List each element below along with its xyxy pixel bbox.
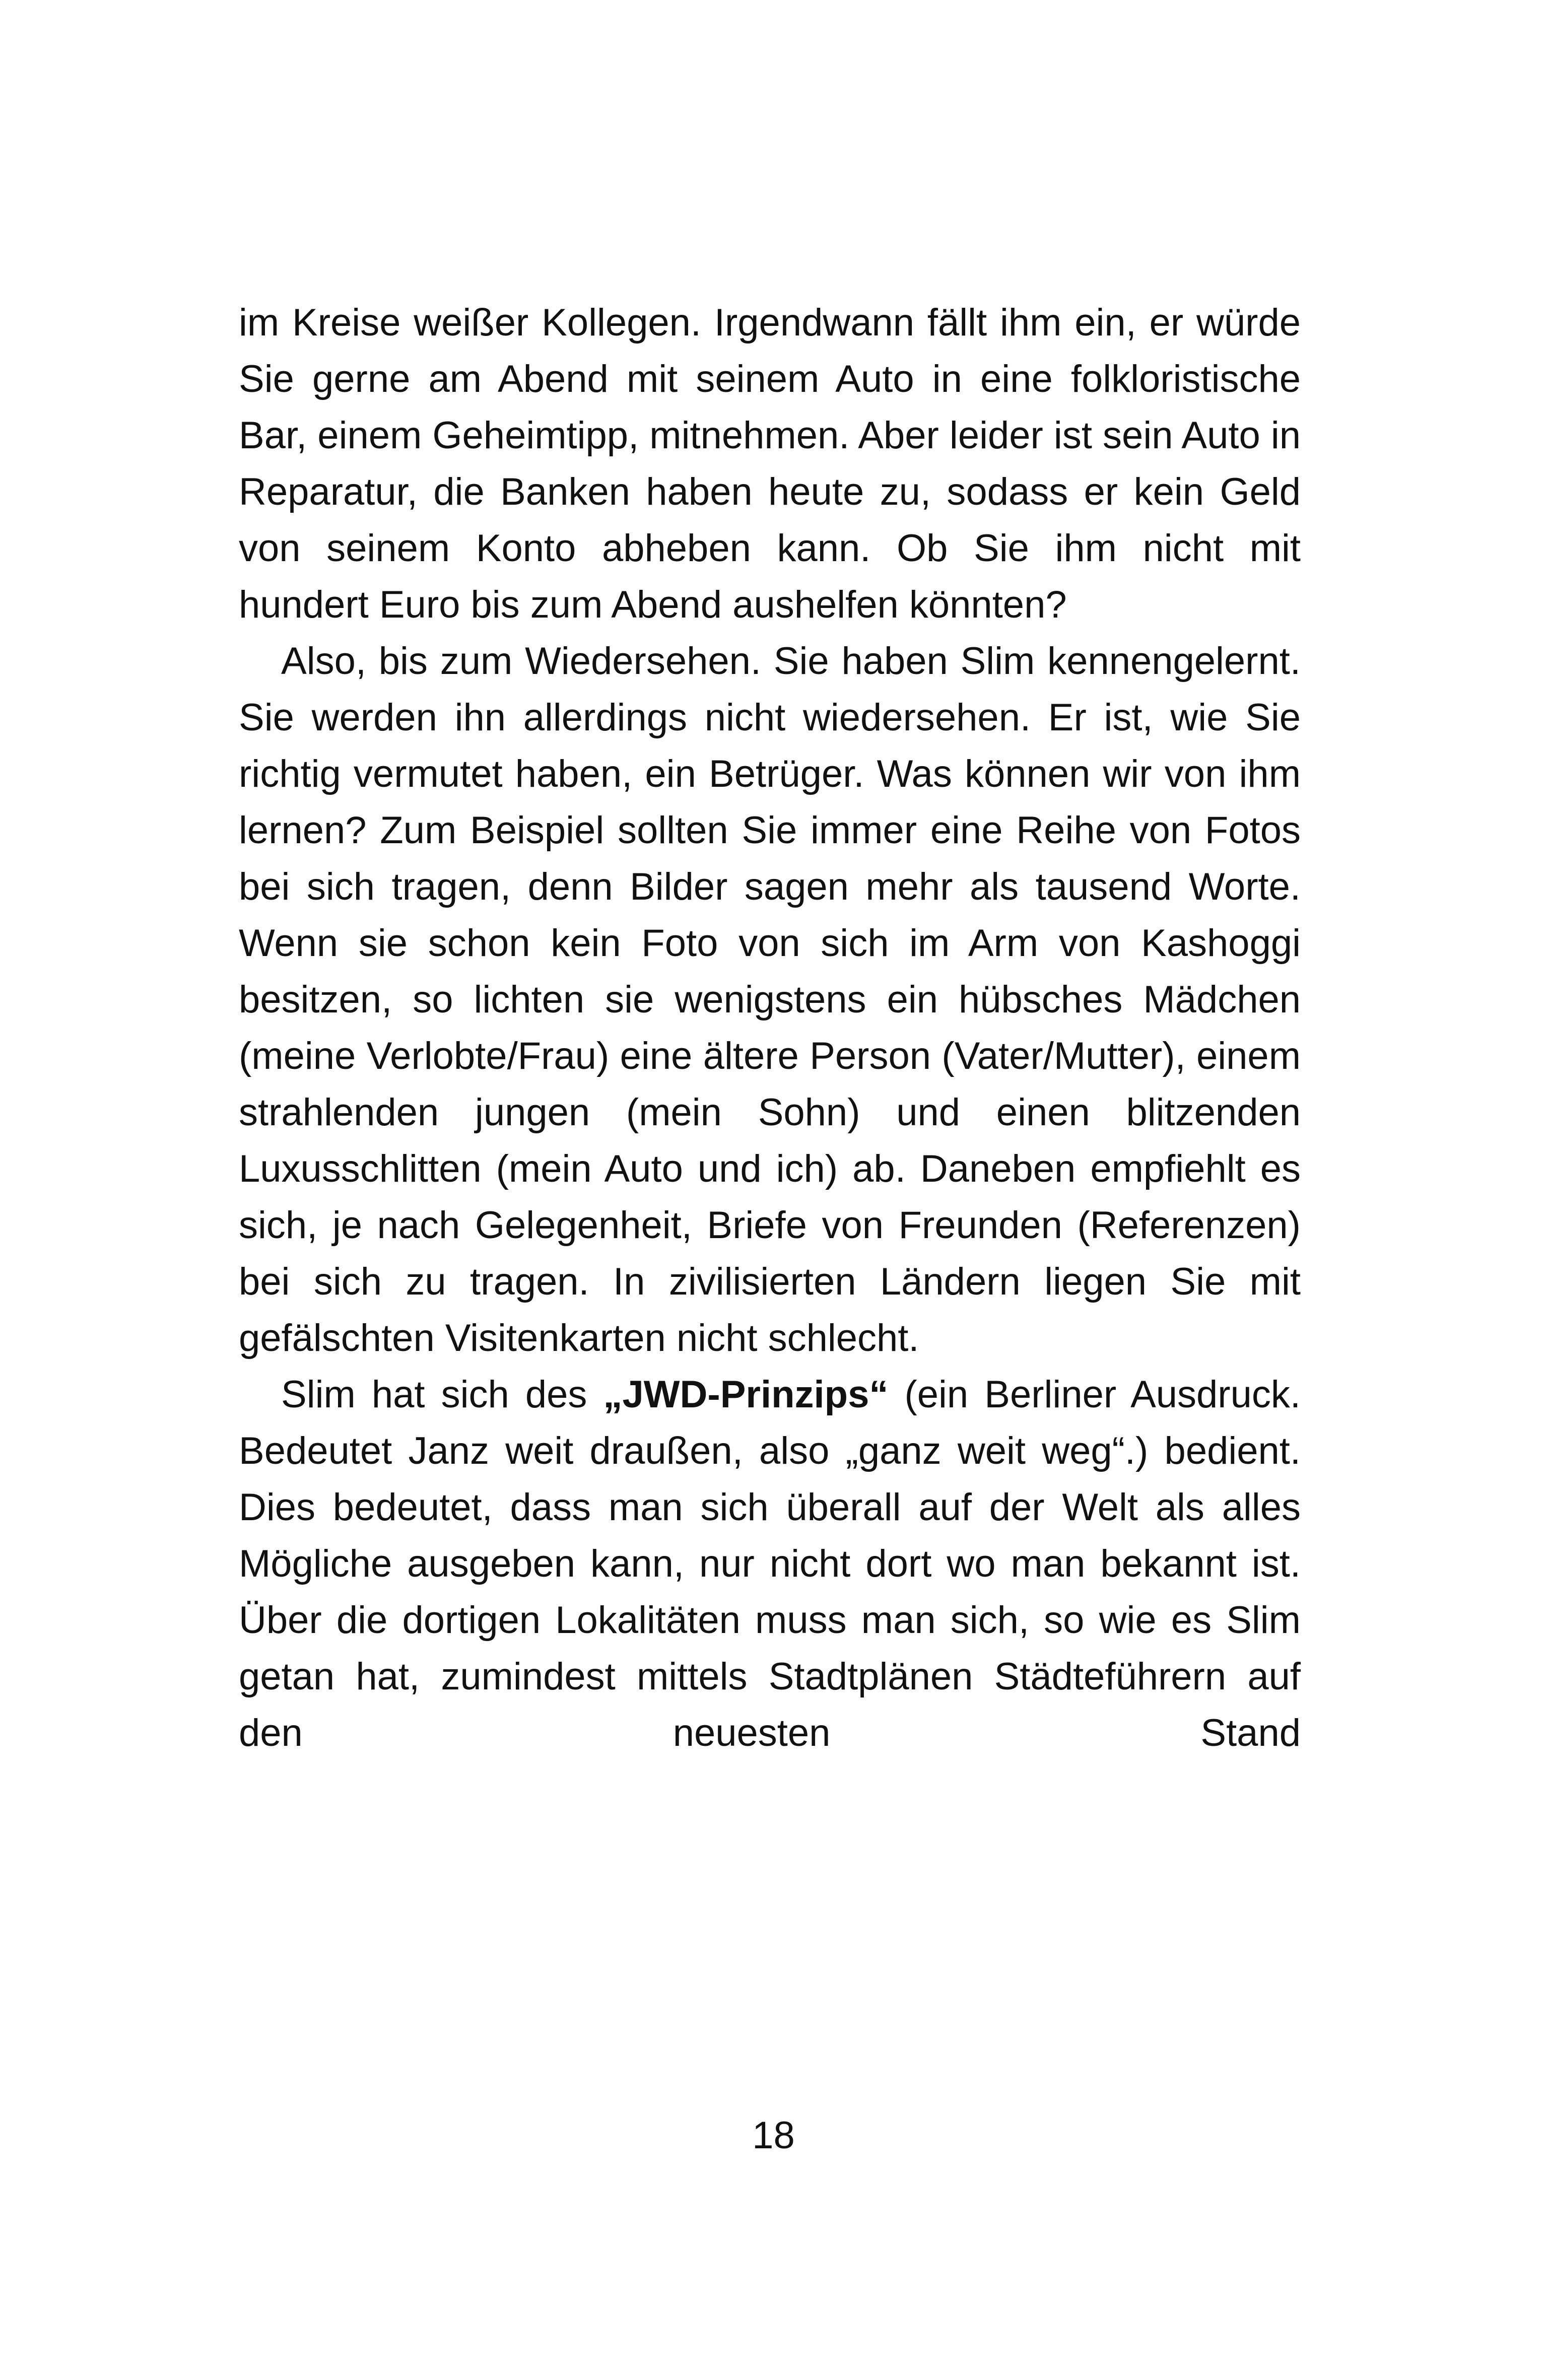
jwd-prinzip-term: „JWD-Prinzips“ [603,1373,889,1416]
paragraph-3-rest: (ein Berliner Ausdruck. Bedeutet Janz weit draußen, also „ganz weit weg“.) bedient. Dies bedeutet, dass man sich überall auf der Welt als alles Mögliche ausgeben kann, nur nicht dort wo man bekannt ist. Über die dortigen Lokalitäten muss man sich, so wie es Slim getan hat, zumindest mittels Stadtplänen Städteführern auf den neuesten Stand [239,1373,1301,1754]
paragraph-3-lead: Slim hat sich des [281,1373,603,1416]
paragraph-1: im Kreise weißer Kollegen. Irgendwann fällt ihm ein, er würde Sie gerne am Abend mit seinem Auto in eine folkloristische Bar, einem Geheimtipp, mitnehmen. Aber leider ist sein Auto in Reparatur, die Banken haben heute zu, sodass er kein Geld von seinem Konto abheben kann. Ob Sie ihm nicht mit hundert Euro bis zum Abend aushelfen könnten? [239,301,1301,626]
paragraph-2: Also, bis zum Wiedersehen. Sie haben Slim kennengelernt. Sie werden ihn allerdings nicht wiedersehen. Er ist, wie Sie richtig vermutet haben, ein Betrüger. Was können wir von ihm lernen? Zum Beispiel sollten Sie immer eine Reihe von Fotos bei sich tragen, denn Bilder sagen mehr als tausend Worte. Wenn sie schon kein Foto von sich im Arm von Kashoggi besitzen, so lichten sie wenigstens ein hübsches Mädchen (meine Verlobte/Frau) eine ältere Person (Vater/Mutter), einem strahlenden jungen (mein Sohn) und einen blitzenden Luxusschlitten (mein Auto und ich) ab. Daneben empfiehlt es sich, je nach Gelegenheit, Briefe von Freunden (Referenzen) bei sich zu tragen. In zivilisierten Ländern liegen Sie mit gefälschten Visitenkarten nicht schlecht. [239,640,1301,1359]
paragraph-3 [239,1367,1301,1761]
body-text [239,295,1301,1761]
page-number: 18 [752,2114,795,2157]
